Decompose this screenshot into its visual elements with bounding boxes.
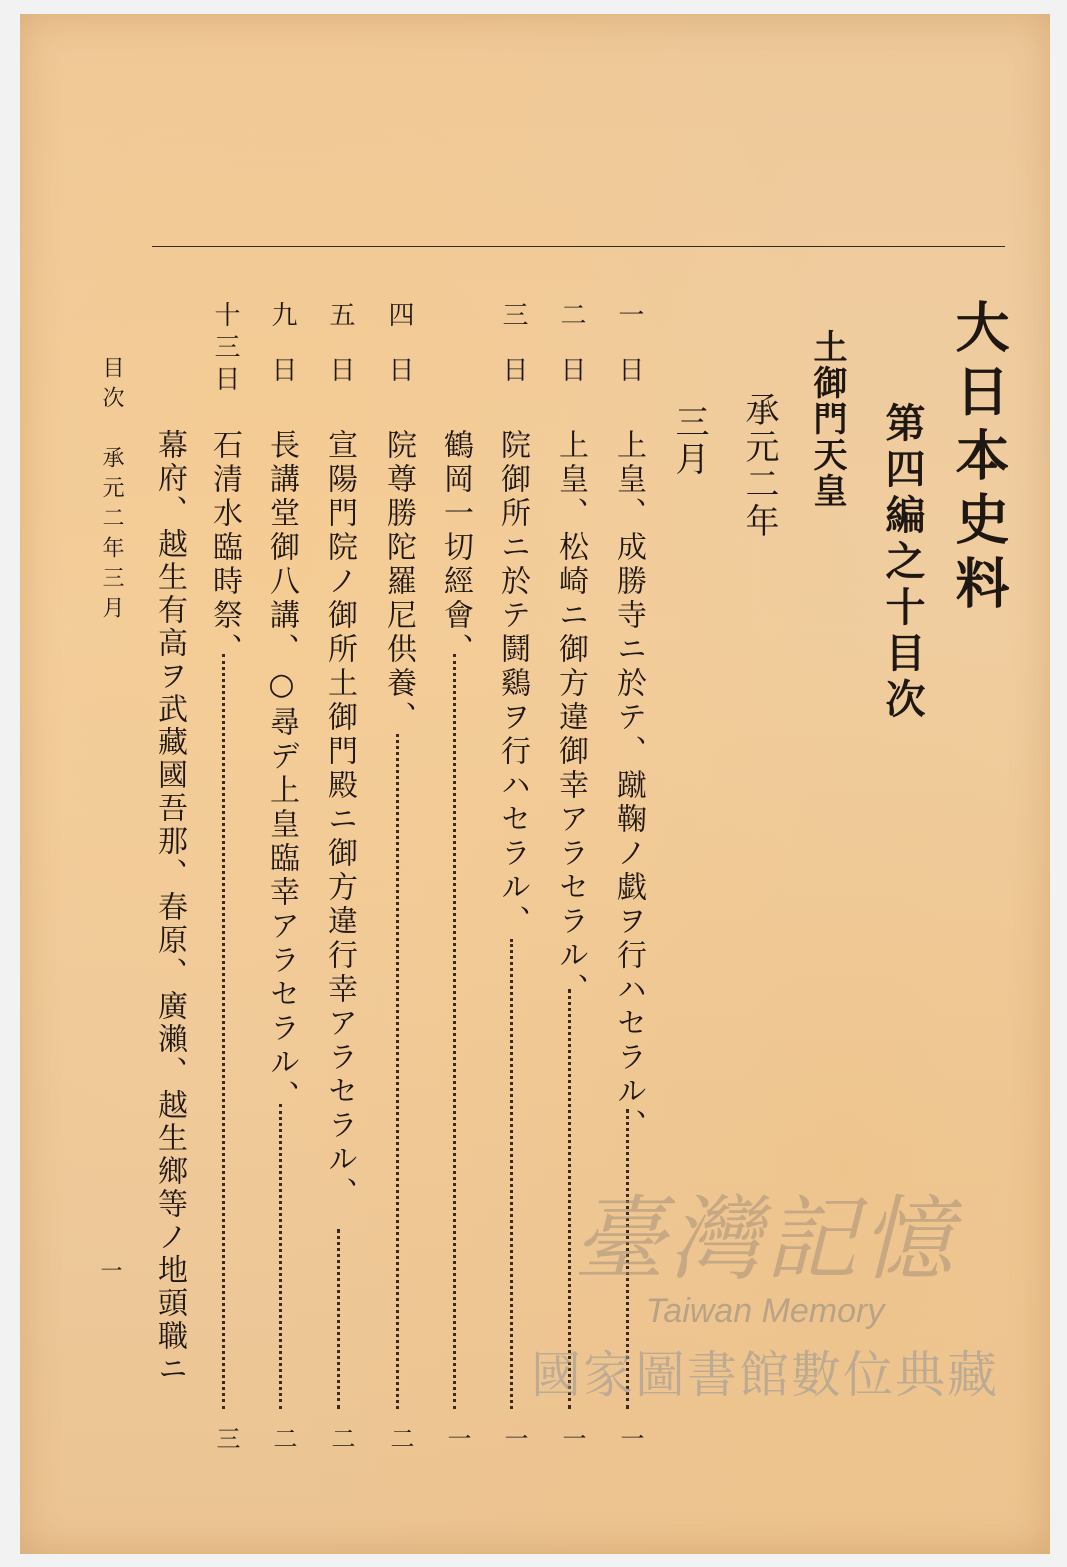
leader-dots — [510, 939, 513, 1409]
entry-page: 一 — [558, 1426, 586, 1450]
entry-page: 二 — [269, 1426, 297, 1450]
entry-page: 一 — [443, 1426, 471, 1450]
entry-text: 鶴岡一切經會、 — [438, 429, 473, 667]
entry-date: 五日 — [325, 301, 355, 411]
entry-text: 幕府、越生有高ヲ武藏國吾那、春原、廣瀨、越生鄉等ノ地頭職ニ — [152, 429, 187, 1386]
watermark-english: Taiwan Memory — [645, 1292, 885, 1330]
entry-text: 石清水臨時祭、 — [207, 429, 242, 667]
entry-page: 三 — [212, 1426, 240, 1450]
entry-page: 二 — [327, 1426, 355, 1450]
leader-dots — [453, 654, 456, 1409]
entry-date: 九日 — [267, 301, 297, 411]
leader-dots — [337, 1229, 340, 1409]
page-number: 一 — [97, 1259, 122, 1281]
entry-text: 院尊勝陀羅尼供養、 — [381, 429, 416, 735]
entry-text: 上皇、松崎ニ御方違御幸アラセラル、 — [553, 429, 588, 1007]
entry-page: 二 — [386, 1426, 414, 1450]
watermark-chinese: 國家圖書館數位典藏 — [531, 1346, 999, 1404]
entry-date: 一日 — [614, 301, 644, 411]
entry-text: 院御所ニ於テ鬪鷄ヲ行ハセラル、 — [495, 429, 530, 939]
volume-subtitle: 第四編之十目次 — [879, 402, 926, 724]
entry-date: 三日 — [498, 301, 528, 411]
watermark-script: 臺灣記憶 — [572, 1186, 957, 1293]
entry-text: 長講堂御八講、○尋デ上皇臨幸アラセラル、 — [264, 429, 299, 1114]
book-title: 大日本史料 — [947, 299, 1011, 619]
entry-page: 一 — [500, 1426, 528, 1450]
scanned-page — [20, 14, 1050, 1554]
library-watermark — [520, 1186, 1010, 1454]
header-rule — [152, 246, 1005, 247]
month-heading: 三月 — [669, 404, 709, 478]
entry-date: 十三日 — [210, 301, 240, 397]
entry-text: 上皇、成勝寺ニ於テ、蹴鞠ノ戯ヲ行ハセラル、 — [611, 429, 646, 1143]
emperor-heading: 土御門天皇 — [807, 329, 847, 509]
entry-date: 二日 — [556, 301, 586, 411]
year-heading: 承元二年 — [739, 392, 779, 540]
leader-dots — [222, 654, 225, 1409]
running-footer: 目次 承元二年三月 — [99, 356, 124, 626]
leader-dots — [396, 734, 399, 1409]
entry-date: 四日 — [384, 301, 414, 411]
entry-text: 宣陽門院ノ御所土御門殿ニ御方違行幸アラセラル、 — [322, 429, 357, 1211]
leader-dots — [279, 1104, 282, 1409]
entry-page: 一 — [616, 1426, 644, 1450]
